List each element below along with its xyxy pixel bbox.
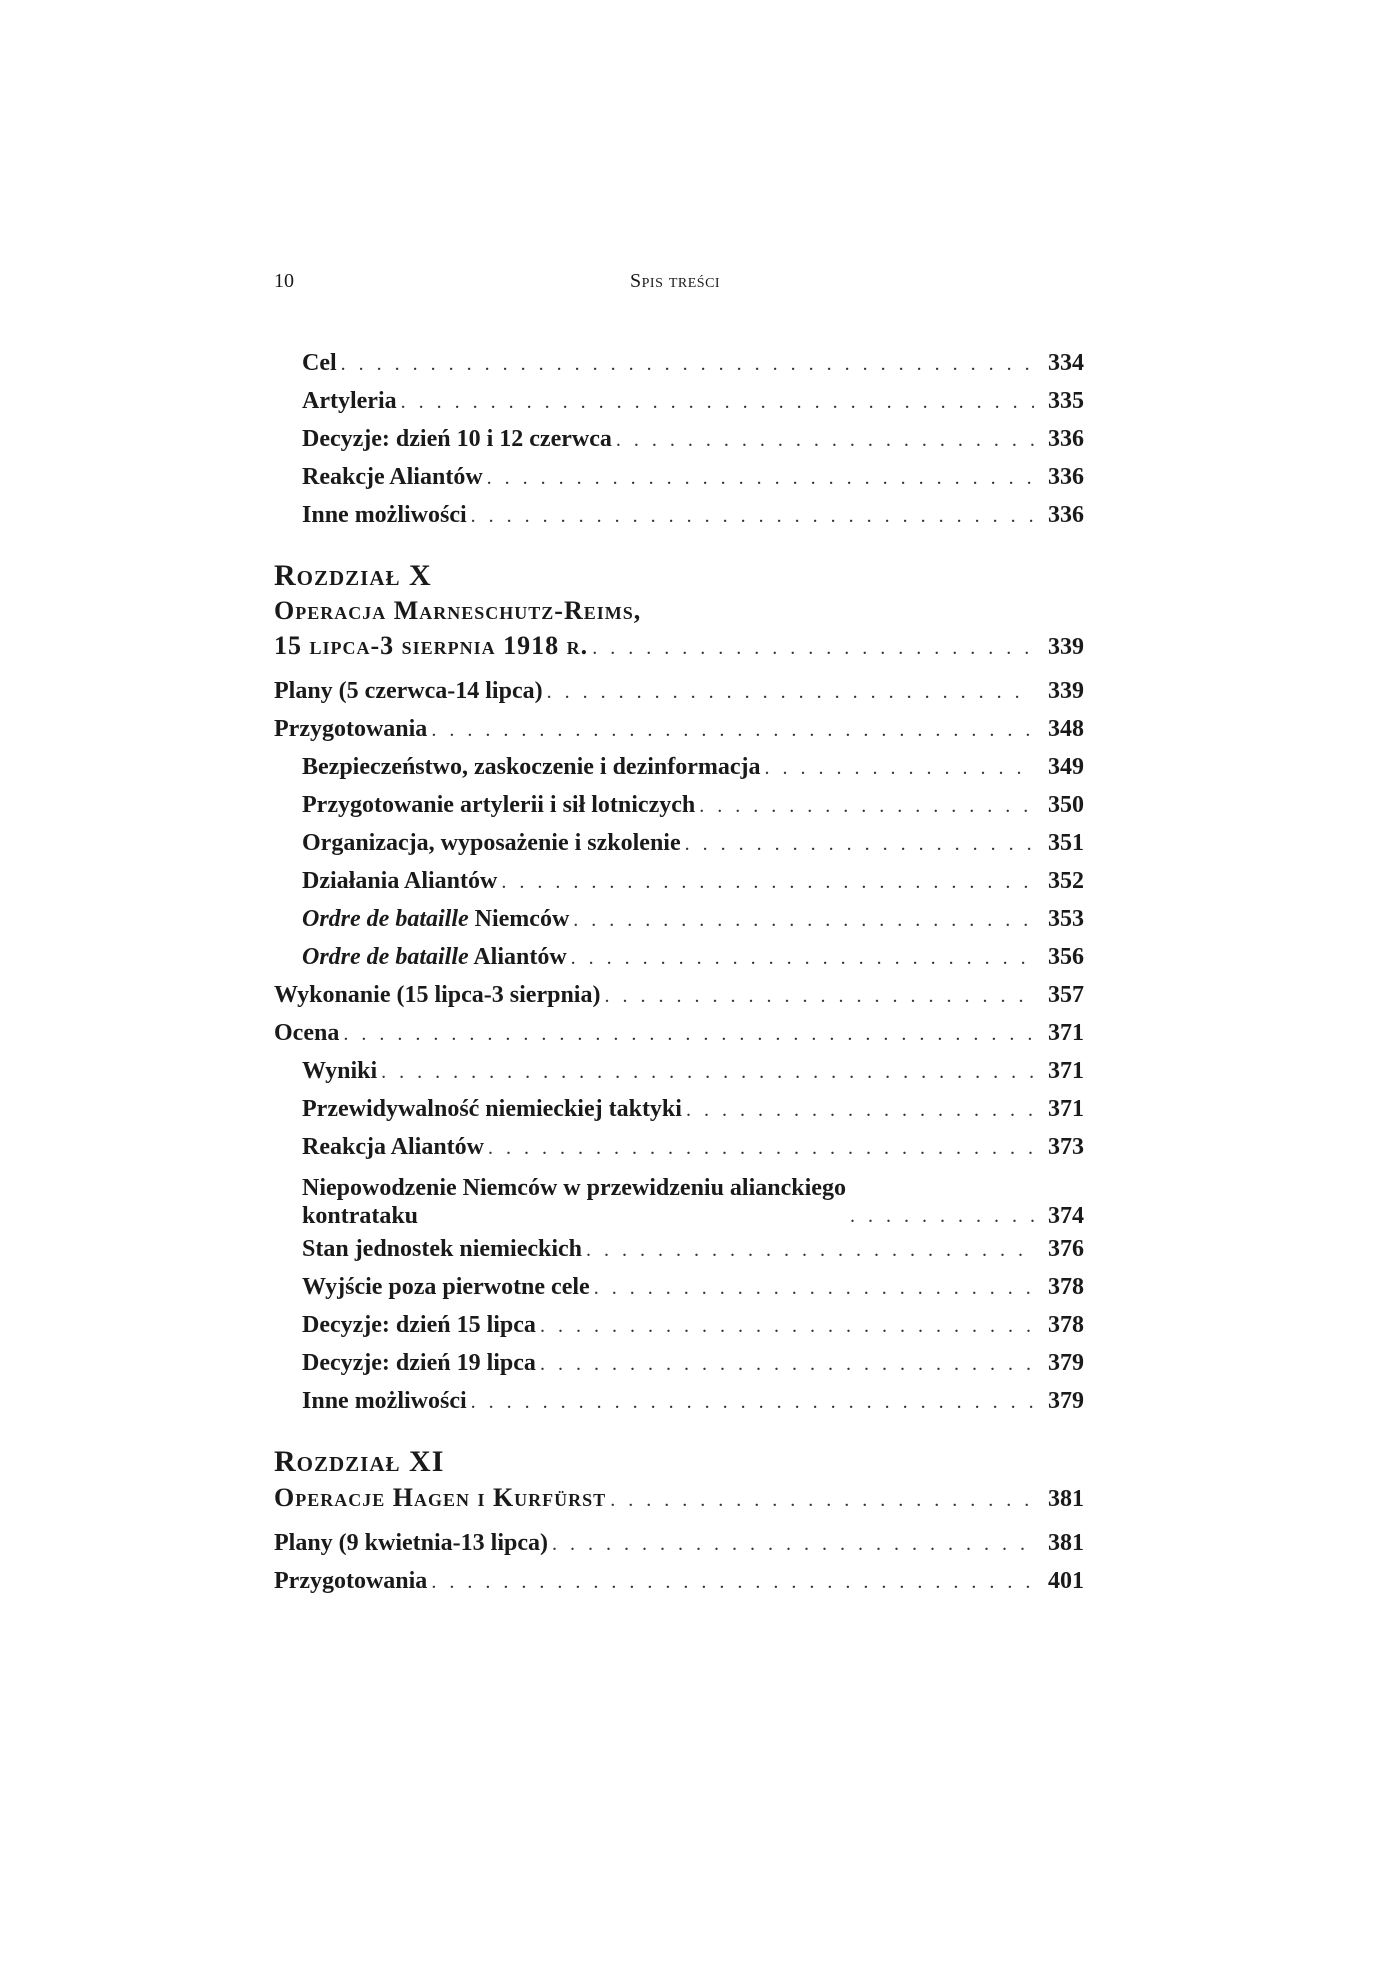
dot-leader xyxy=(501,863,1034,901)
chapter-label: Rozdział X xyxy=(274,559,432,592)
toc-entry-page: 371 xyxy=(1048,1058,1084,1084)
toc-entry xyxy=(274,1052,1084,1090)
dot-leader xyxy=(616,421,1034,459)
toc-entry-title: Wykonanie (15 lipca-3 sierpnia) xyxy=(274,982,601,1008)
toc-entry xyxy=(274,1344,1084,1382)
chapter-title-entry xyxy=(274,1480,1084,1516)
table-of-contents xyxy=(274,344,1084,1600)
dot-leader xyxy=(686,1091,1034,1129)
dot-leader xyxy=(343,1015,1034,1053)
chapter-title-line: 15 lipca-3 sierpnia 1918 r. xyxy=(274,631,589,660)
toc-entry-page: 348 xyxy=(1048,716,1084,742)
toc-entry-page: 339 xyxy=(1048,634,1084,660)
toc-entry-page: 378 xyxy=(1048,1312,1084,1338)
dot-leader xyxy=(381,1053,1034,1091)
toc-entry-title: Decyzje: dzień 10 i 12 czerwca xyxy=(302,426,612,452)
dot-leader xyxy=(610,1482,1034,1518)
toc-entry-title: Inne możliwości xyxy=(302,502,467,528)
toc-entry-title: Wyniki xyxy=(302,1058,378,1084)
toc-entry-title-line: kontrataku xyxy=(302,1203,419,1229)
toc-entry-page: 373 xyxy=(1048,1134,1084,1160)
dot-leader xyxy=(540,1307,1034,1345)
toc-entry-title: Ocena xyxy=(274,1020,340,1046)
toc-entry-title-rest: Niemców xyxy=(468,906,570,932)
dot-leader xyxy=(401,383,1034,421)
dot-leader xyxy=(487,459,1034,497)
dot-leader xyxy=(765,749,1034,787)
toc-entry xyxy=(274,862,1084,900)
dot-leader xyxy=(592,630,1034,666)
dot-leader xyxy=(699,787,1034,825)
toc-entry-title: Bezpieczeństwo, zaskoczenie i dezinformacja xyxy=(302,754,761,780)
toc-entry-page: 353 xyxy=(1048,906,1084,932)
toc-entry-page: 371 xyxy=(1048,1096,1084,1122)
toc-entry-title: Stan jednostek niemieckich xyxy=(302,1236,583,1262)
toc-entry-title: Organizacja, wyposażenie i szkolenie xyxy=(302,830,681,856)
toc-entry-page: 334 xyxy=(1048,350,1084,376)
toc-entry xyxy=(274,938,1084,976)
toc-entry-page: 374 xyxy=(1048,1203,1084,1229)
toc-entry-title: Plany (5 czerwca-14 lipca) xyxy=(274,678,543,704)
toc-entry-page: 379 xyxy=(1048,1388,1084,1414)
toc-entry-title: Reakcja Aliantów xyxy=(302,1134,484,1160)
toc-entry-page: 352 xyxy=(1048,868,1084,894)
page-number: 10 xyxy=(274,270,294,292)
toc-entry-page: 376 xyxy=(1048,1236,1084,1262)
dot-leader xyxy=(431,711,1034,749)
toc-entry-title xyxy=(302,900,569,938)
toc-entry-title xyxy=(302,1174,846,1230)
toc-entry-title: Przygotowania xyxy=(274,716,428,742)
toc-entry-title-italic: Ordre de bataille xyxy=(302,944,469,970)
toc-entry xyxy=(274,1268,1084,1306)
toc-entry-page: 336 xyxy=(1048,464,1084,490)
toc-entry-page: 381 xyxy=(1048,1486,1084,1512)
toc-entry xyxy=(274,672,1084,710)
chapter-label: Rozdział XI xyxy=(274,1445,445,1478)
toc-entry-title: Reakcje Aliantów xyxy=(302,464,483,490)
dot-leader xyxy=(488,1129,1034,1167)
toc-entry xyxy=(274,1230,1084,1268)
toc-entry-title: Plany (9 kwietnia-13 lipca) xyxy=(274,1530,548,1556)
toc-entry xyxy=(274,420,1084,458)
toc-entry xyxy=(274,748,1084,786)
toc-entry-page: 356 xyxy=(1048,944,1084,970)
toc-entry-title: Inne możliwości xyxy=(302,1388,467,1414)
toc-entry-page: 349 xyxy=(1048,754,1084,780)
toc-entry-title: Artyleria xyxy=(302,388,397,414)
dot-leader xyxy=(341,345,1034,383)
toc-entry-title: Przygotowanie artylerii i sił lotniczych xyxy=(302,792,696,818)
dot-leader xyxy=(604,977,1034,1015)
toc-entry-page: 378 xyxy=(1048,1274,1084,1300)
toc-entry-page: 350 xyxy=(1048,792,1084,818)
toc-entry-title: Przewidywalność niemieckiej taktyki xyxy=(302,1096,682,1122)
toc-entry-title: Działania Aliantów xyxy=(302,868,498,894)
dot-leader xyxy=(540,1345,1034,1383)
toc-entry xyxy=(274,976,1084,1014)
chapter-title-entry xyxy=(274,628,1084,664)
toc-entry-title: Wyjście poza pierwotne cele xyxy=(302,1274,590,1300)
toc-entry xyxy=(274,1382,1084,1420)
toc-entry-title: Cel xyxy=(302,350,337,376)
dot-leader xyxy=(850,1202,1034,1230)
toc-entry-page: 371 xyxy=(1048,1020,1084,1046)
toc-entry xyxy=(274,1166,1084,1230)
toc-entry xyxy=(274,344,1084,382)
chapter-title-line: Operacje Hagen i Kurfürst xyxy=(274,1483,607,1512)
toc-entry xyxy=(274,710,1084,748)
toc-entry xyxy=(274,1524,1084,1562)
toc-entry-title: Przygotowania xyxy=(274,1568,428,1594)
toc-entry-title xyxy=(302,938,567,976)
dot-leader xyxy=(552,1525,1034,1563)
running-title: Spis treści xyxy=(630,270,721,292)
toc-entry-title-rest: Aliantów xyxy=(468,944,567,970)
toc-entry-title-line: Niepowodzenie Niemców w przewidzeniu alianckiego xyxy=(302,1175,846,1201)
toc-entry-page: 339 xyxy=(1048,678,1084,704)
toc-entry-page: 336 xyxy=(1048,426,1084,452)
toc-entry xyxy=(274,900,1084,938)
dot-leader xyxy=(571,939,1034,977)
dot-leader xyxy=(547,673,1034,711)
chapter-title-line: Operacja Marneschutz-Reims, xyxy=(274,596,642,625)
toc-entry-title-italic: Ordre de bataille xyxy=(302,906,469,932)
toc-entry xyxy=(274,1090,1084,1128)
dot-leader xyxy=(594,1269,1034,1307)
toc-entry xyxy=(274,1562,1084,1600)
running-head xyxy=(274,270,1084,300)
dot-leader xyxy=(685,825,1034,863)
toc-entry xyxy=(274,458,1084,496)
toc-entry xyxy=(274,1014,1084,1052)
dot-leader xyxy=(573,901,1034,939)
toc-entry xyxy=(274,786,1084,824)
toc-entry-page: 379 xyxy=(1048,1350,1084,1376)
toc-entry-page: 336 xyxy=(1048,502,1084,528)
toc-entry-page: 351 xyxy=(1048,830,1084,856)
toc-entry xyxy=(274,1306,1084,1344)
toc-entry-title: Decyzje: dzień 19 lipca xyxy=(302,1350,536,1376)
dot-leader xyxy=(471,497,1034,535)
toc-entry-page: 401 xyxy=(1048,1568,1084,1594)
toc-entry-page: 381 xyxy=(1048,1530,1084,1556)
toc-entry xyxy=(274,824,1084,862)
dot-leader xyxy=(471,1383,1034,1421)
toc-entry xyxy=(274,382,1084,420)
toc-entry-page: 335 xyxy=(1048,388,1084,414)
dot-leader xyxy=(586,1231,1034,1269)
toc-entry-title: Decyzje: dzień 15 lipca xyxy=(302,1312,536,1338)
toc-entry xyxy=(274,1128,1084,1166)
toc-entry xyxy=(274,496,1084,534)
dot-leader xyxy=(431,1563,1034,1601)
toc-entry-page: 357 xyxy=(1048,982,1084,1008)
